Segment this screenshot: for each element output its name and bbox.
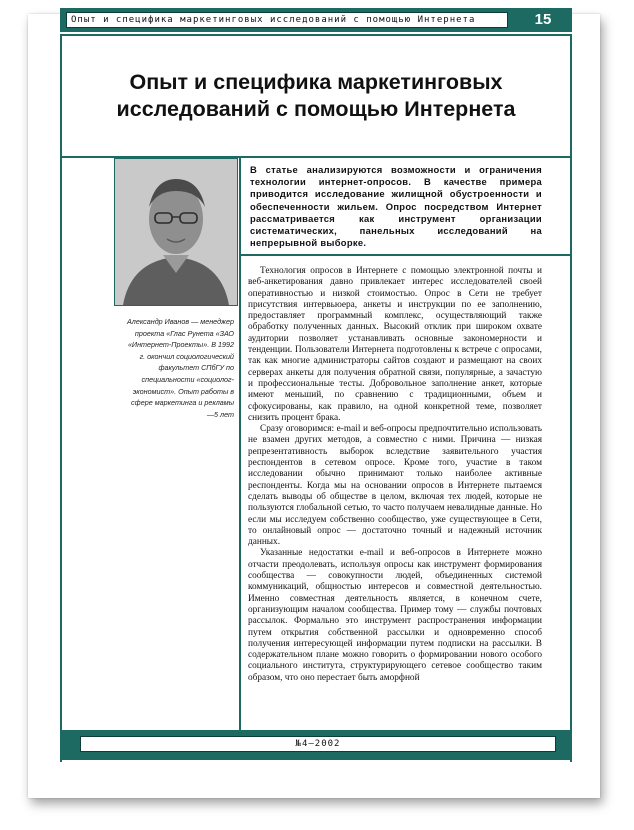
abstract-divider — [241, 254, 570, 256]
author-caption: Александр Иванов — менеджер проекта «Глас Рунета «ЗАО «Интернет-Проекты». В 1992 г. окончил социологический факультет СПбГУ по специальности «социолог-экономист». Опыт работы в сфере маркетинга и рекламы —5 лет — [127, 317, 234, 419]
paragraph: Сразу оговоримся: e-mail и веб-опросы предпочтительно использовать не взамен других методов, а совместно с ними. Причина — низкая репрезентативность выборок вследствие заявительного участия респондентов в сетевом опросе. Кроме того, участие в таком исследовании обычно принимают только наиболее активные респонденты. Когда мы на основании опросов в Интернете пытаемся сделать выводы об обществе в целом, включая тех людей, которые не пользуются глобальной сетью, то часто получаем невалидные данные. Но если мы исследуем собственно сообщество, уже существующее в Сети, то онлайновый опрос — достаточно точный и надежный источник данных. — [248, 424, 542, 548]
article-body — [248, 266, 542, 684]
article-title: Опыт и специфика маркетинговых исследований с помощью Интернета — [116, 70, 516, 121]
paragraph: Технология опросов в Интернете с помощью электронной почты и веб-анкетирования давно привлекает интерес исследователей своей оперативностью и низкой стоимостью. Опрос в Сети не требует присутствия интервьюера, анкеты и инструкции по ее заполнению, предоставляет программный комплекс, осуществляющий также обработку полученных данных. Высокий отклик при широком охвате аудитории позволяет устанавливать основные закономерности и тенденции. Пользователи Интернета подготовлены к встрече с опросами, так как многие администраторы сайтов создают и размещают на своих серверах анкеты для получения обратной связи, популярные, а зачастую и профессиональные тесты. Добровольное заполнение анкет, которые имеют меньший, по сравнению с традиционными, объем и сфокусированы, как правило, на одной конкретной теме, позволяет снизить процент брака. — [248, 266, 542, 423]
paragraph: Указанные недостатки e-mail и веб-опросов в Интернете можно отчасти преодолевать, используя опросы как инструмент формирования сообщества — совокупности людей, объединенных системой коммуникаций, общностью интересов и совместной деятельностью. Именно совместная деятельность является, в конечном счете, организующим началом сообщества. Пример тому — службы почтовых рассылок. Формально это инструмент распространения информации путем открытия собственной рассылки и одновременно способ получения интересующей информации путем подписки на рассылки. В содержательном плане можно говорить о формировании нового особого социального института, структурирующего сетевое сообщество таким образом, что оно перестает быть аморфной — [248, 548, 542, 683]
author-photo — [114, 158, 238, 306]
title-box — [60, 34, 572, 158]
issue-number: №4–2002 — [80, 736, 556, 752]
portrait-image — [115, 159, 237, 305]
article-abstract: В статье анализируются возможности и ограничения технологии интернет-опросов. В качестве примера приводится исследование жилищной обустроенности и обеспеченности жильем. Опрос посредством Интернет рассматривается как инструмент организации систематических, панельных исследований на непрерывной выборке. — [250, 164, 542, 249]
page-number: 15 — [534, 11, 552, 28]
column-divider — [239, 158, 241, 730]
running-title: Опыт и специфика маркетинговых исследований с помощью Интернета — [66, 12, 508, 28]
